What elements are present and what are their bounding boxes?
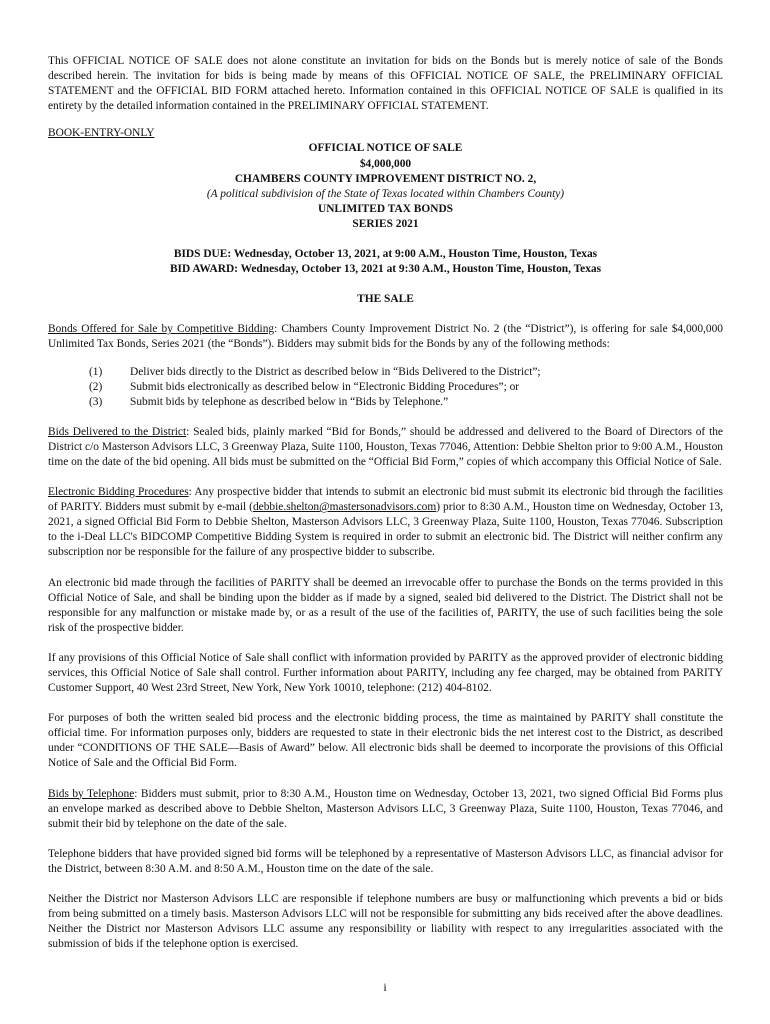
list-item	[48, 380, 723, 395]
notice-header	[48, 141, 723, 186]
telephoned-paragraph: Telephone bidders that have provided signed bid forms will be telephoned by a representative of Masterson Advisors LLC, as financial advisor for the District, between 8:30 A.M. and 8:50 A.M., Houston time on the date of the sale.	[48, 847, 723, 875]
bid-methods-list	[48, 365, 723, 410]
notice-series: SERIES 2021	[352, 217, 419, 230]
electronic-paragraph	[48, 485, 723, 560]
electronic-text-b: ) prior to 8:30 A.M., Houston time on Wednesday, October 13, 2021, a signed Official Bid Form to Debbie Shelton, Masterson Advisors LLC, 3 Greenway Plaza, Suite 1100, Houston, Texas 77046. Subscription to the i-Deal LLC's BIDCOMP Competitive Bidding System is required in order to submit an electronic bid. The District will neither confirm any subscription nor be responsible for the failure of any prospective bidder to subscribe.	[48, 501, 723, 559]
telephone-heading: Bids by Telephone	[48, 787, 135, 800]
notice-title: OFFICIAL NOTICE OF SALE	[308, 142, 463, 155]
document-body	[48, 54, 723, 952]
offered-paragraph	[48, 322, 723, 352]
list-item	[48, 395, 723, 410]
electronic-heading: Electronic Bidding Procedures	[48, 486, 189, 499]
notice-bonds-block	[48, 202, 723, 232]
list-item-text: Submit bids electronically as described below in “Electronic Bidding Procedures”; or	[130, 380, 520, 393]
electronic-text-a: : Any prospective bidder that intends to submit an electronic bid must submit its electronic bid through the facilities of PARITY. Bidders must submit by e-mail (	[48, 486, 723, 514]
list-item-text: Submit bids by telephone as described below in “Bids by Telephone.”	[130, 395, 449, 408]
list-item-number: (3)	[89, 395, 103, 408]
bid-dates	[48, 247, 723, 277]
intro-paragraph: This OFFICIAL NOTICE OF SALE does not alone constitute an invitation for bids on the Bonds but is merely notice of sale of the Bonds described herein. The invitation for bids is being made by means of this OFFICIAL NOTICE OF SALE, the PRELIMINARY OFFICIAL STATEMENT and the OFFICIAL BID FORM attached hereto. Information contained in this OFFICIAL NOTICE OF SALE is qualified in its entirety by the detailed information contained in the PRELIMINARY OFFICIAL STATEMENT.	[48, 55, 723, 113]
irrevocable-paragraph: An electronic bid made through the facilities of PARITY shall be deemed an irrevocable offer to purchase the Bonds on the terms provided in this Official Notice of Sale, and shall be binding upon the bidder as if made by a signed, sealed bid delivered to the District. The District shall not be responsible for any malfunction or mistake made by, or as a result of the use of the facilities of, PARITY, the use of such facilities being the sole risk of the prospective bidder.	[48, 576, 723, 634]
list-item-number: (1)	[89, 365, 103, 378]
offered-heading: Bonds Offered for Sale by Competitive Bidding	[48, 323, 275, 336]
list-item-text: Deliver bids directly to the District as described below in “Bids Delivered to the District”;	[130, 365, 541, 378]
notice-subtitle: (A political subdivision of the State of Texas located within Chambers County)	[206, 187, 565, 200]
delivered-heading: Bids Delivered to the District	[48, 425, 187, 438]
book-entry-text: BOOK-ENTRY-ONLY	[48, 127, 155, 140]
delivered-paragraph	[48, 425, 723, 470]
offered-text: : Chambers County Improvement District No. 2 (the “District”), is offering for sale $4,000,000 Unlimited Tax Bonds, Series 2021 (the “Bonds”). Bidders may submit bids for the Bonds by any of the following methods:	[48, 323, 723, 351]
telephone-text: : Bidders must submit, prior to 8:30 A.M., Houston time on Wednesday, October 13, 2021, two signed Official Bid Forms plus an envelope marked as described above to Debbie Shelton, Masterson Advisors LLC, 3 Greenway Plaza, Suite 1100, Houston, Texas 77046, and submit their bid by telephone on the date of the sale.	[48, 787, 723, 830]
bid-award: BID AWARD: Wednesday, October 13, 2021 at 9:30 A.M., Houston Time, Houston, Texas	[169, 263, 602, 276]
telephone-paragraph	[48, 787, 723, 832]
notice-issuer: CHAMBERS COUNTY IMPROVEMENT DISTRICT NO. 2,	[234, 172, 537, 185]
delivered-text: : Sealed bids, plainly marked “Bid for Bonds,” should be addressed and delivered to the Board of Directors of the District c/o Masterson Advisors LLC, 3 Greenway Plaza, Suite 1100, Houston, Texas 77046, Attention: Debbie Shelton prior to 9:00 A.M., Houston time on the date of the bid opening. All bids must be submitted on the “Official Bid Form,” copies of which accompany this Official Notice of Sale.	[48, 425, 723, 468]
notice-amount: $4,000,000	[359, 157, 412, 170]
list-item-number: (2)	[89, 380, 103, 393]
email-link[interactable]: debbie.shelton@mastersonadvisors.com	[252, 501, 437, 514]
notice-bonds: UNLIMITED TAX BONDS	[317, 202, 454, 215]
section-title: THE SALE	[357, 293, 414, 306]
official-time-paragraph: For purposes of both the written sealed bid process and the electronic bidding process, the time as maintained by PARITY shall constitute the official time. For information purposes only, bidders are requested to state in their electronic bids the net interest cost to the District, as described under “CONDITIONS OF THE SALE—Basis of Award” below. All electronic bids shall be deemed to incorporate the provisions of this Official Notice of Sale and the Official Bid Form.	[48, 712, 723, 770]
page-number: i	[383, 980, 387, 994]
bids-due: BIDS DUE: Wednesday, October 13, 2021, at 9:00 A.M., Houston Time, Houston, Texas	[173, 248, 598, 261]
busy-lines-paragraph: Neither the District nor Masterson Advisors LLC are responsible if telephone numbers are busy or malfunctioning which prevents a bid or bids from being submitted on a timely basis. Masterson Advisors LLC will not be responsible for submitting any bids received after the above deadlines. Neither the District nor Masterson Advisors LLC assume any responsibility or liability with respect to any irregularities associated with the submission of bids if the telephone option is exercised.	[48, 893, 723, 951]
book-entry-label	[48, 126, 723, 141]
conflict-paragraph: If any provisions of this Official Notice of Sale shall conflict with information provided by PARITY as the approved provider of electronic bidding services, this Official Notice of Sale shall control. Further information about PARITY, including any fee charged, may be obtained from PARITY Customer Support, 40 West 23rd Street, New York, New York 10010, telephone: (212) 404-8102.	[48, 651, 723, 695]
list-item	[48, 365, 723, 380]
